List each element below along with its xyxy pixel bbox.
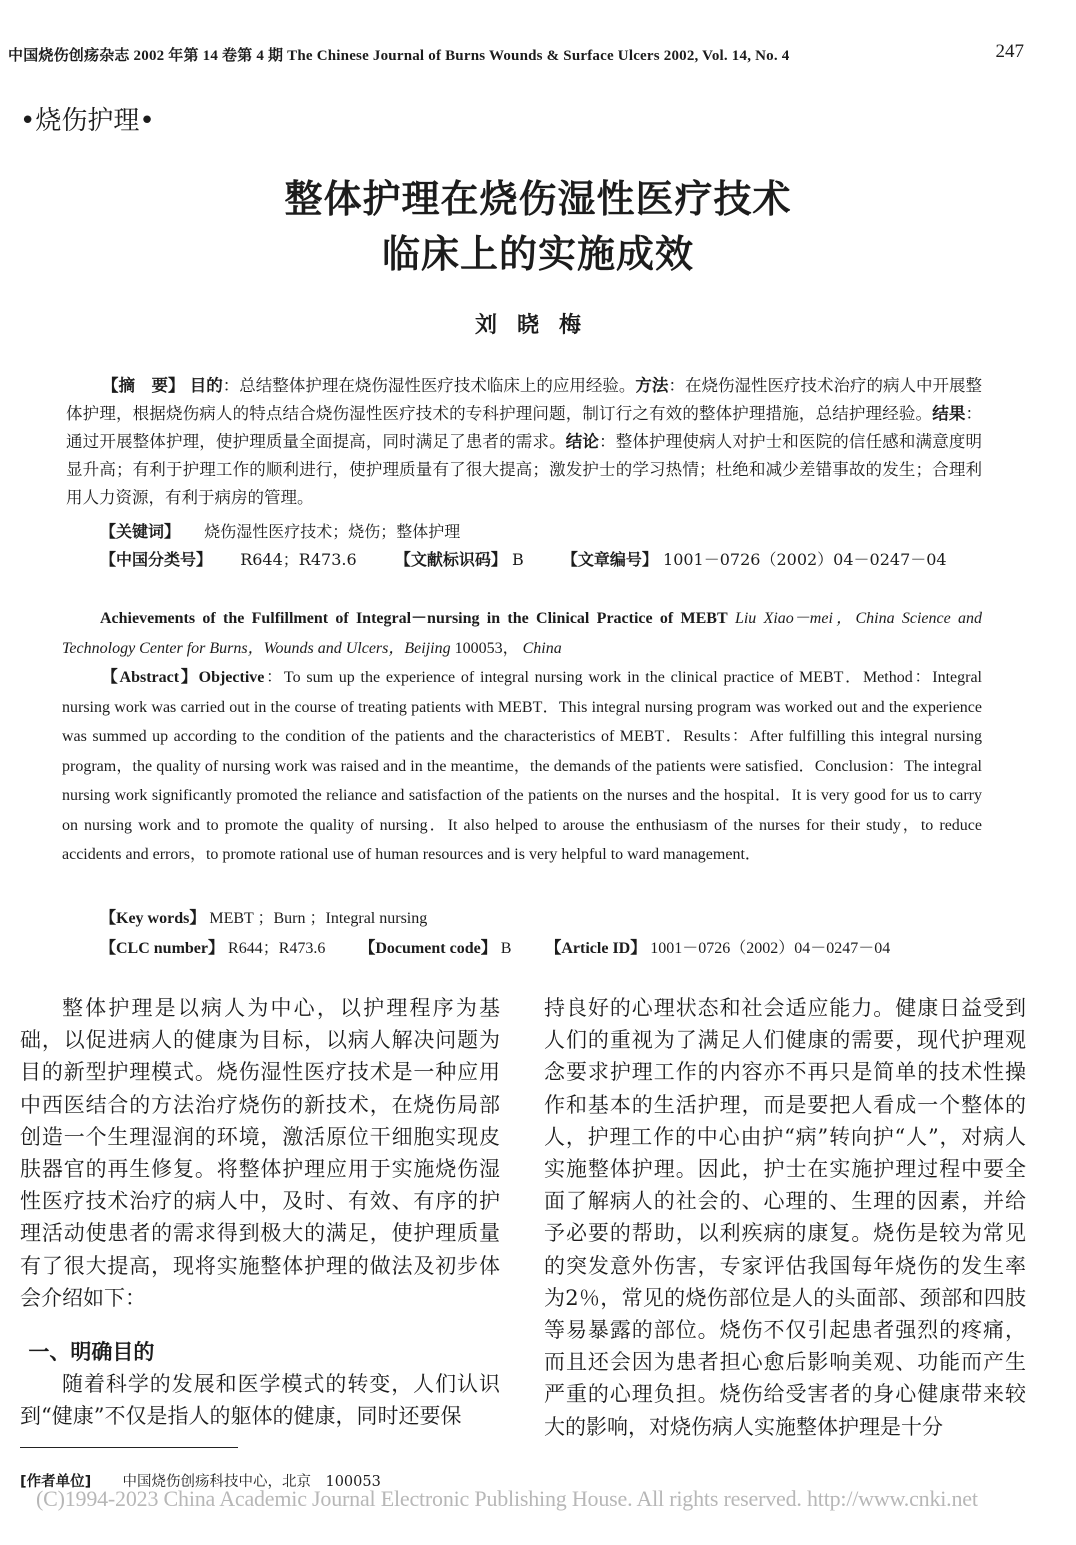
copyright-watermark: (C)1994-2023 China Academic Journal Electronic Publishing House. All rights reserved. http://www.cnki.net <box>36 1486 978 1511</box>
page-number: 247 <box>995 41 1024 62</box>
result-text: ：通过开展整体护理，使护理质量全面提高，同时满足了患者的需求。 <box>66 404 983 451</box>
english-title-block <box>62 604 982 663</box>
cn-classification-row <box>100 547 947 570</box>
section-tag: •烧伤护理• <box>20 106 155 136</box>
objective-text: ：总结整体护理在烧伤湿性医疗技术临床上的应用经验。 <box>222 376 636 395</box>
clc-label: 【中国分类号】 <box>100 550 213 569</box>
author-name: 刘晓梅 <box>474 312 601 338</box>
keywords-value: 烧伤湿性医疗技术；烧伤；整体护理 <box>204 522 461 541</box>
english-postcode: 100053， <box>454 639 519 657</box>
en-article-id-value: 1001－0726（2002）04－0247－04 <box>650 940 891 957</box>
english-title: Achievements of the Fulfillment of Integral－nursing in the Clinical Practice of MEBT <box>100 610 728 627</box>
conclusion-label: 结论 <box>565 432 600 451</box>
english-objective-label: Objective <box>198 669 265 686</box>
en-clc-label: 【CLC number】 <box>100 940 225 957</box>
keywords-label: 【关键词】 <box>100 522 181 541</box>
english-abstract-label: 【Abstract】 <box>100 669 199 686</box>
section-heading-1: 一、明确目的 <box>28 1340 155 1365</box>
body-left-column <box>20 992 500 1433</box>
method-label: 方法 <box>635 376 669 395</box>
method-text: ：在烧伤湿性医疗技术治疗的病人中开展整体护理，根据烧伤病人的特点结合烧伤湿性医疗技术的专科护理问题，制订行之有效的整体护理措施，总结护理经验。 <box>66 376 983 423</box>
english-abstract <box>62 663 982 870</box>
footnote-text: 中国烧伤创疡科技中心，北京 100053 <box>122 1474 381 1490</box>
chinese-abstract <box>66 372 982 512</box>
conclusion-text: ：整体护理使病人对护士和医院的信任感和满意度明显升高；有利于护理工作的顺利进行，使护理质量有了很大提高；激发护士的学习热情；杜绝和减少差错事故的发生；合理利用人力资源，有利于病房的管理。 <box>66 432 983 507</box>
doc-code-label: 【文献标识码】 <box>394 550 507 569</box>
article-id-label: 【文章编号】 <box>561 550 658 569</box>
result-label: 结果 <box>932 404 966 423</box>
english-author-affiliation: Liu Xiao－mei，China Science and Technology Center for Burns，Wounds and Ulcers，Beijing <box>62 610 983 657</box>
en-keywords-value: MEBT ；Burn ；Integral nursing <box>209 910 428 927</box>
doc-code-value: B <box>511 550 524 569</box>
article-id-value: 1001－0726（2002）04－0247－04 <box>663 550 947 569</box>
article-title-line-1: 整体护理在烧伤湿性医疗技术 <box>284 177 792 221</box>
running-head: 中国烧伤创疡杂志 2002 年第 14 卷第 4 期 The Chinese Journal of Burns Wounds & Surface Ulcers 2002, Vol. 14, No. 4 <box>8 48 790 64</box>
cn-keywords-row <box>100 519 460 542</box>
en-keywords-row <box>100 905 427 928</box>
en-doc-code-value: B <box>500 940 512 957</box>
section-1-paragraph: 随着科学的发展和医学模式的转变，人们认识到“健康”不仅是指人的躯体的健康，同时还要保 <box>20 1372 500 1429</box>
intro-paragraph: 整体护理是以病人为中心，以护理程序为基础，以促进病人的健康为目标，以病人解决问题为目的新型护理模式。烧伤湿性医疗技术是一种应用中西医结合的方法治疗烧伤的新技术，在烧伤局部创造一个生理湿润的环境，激活原位干细胞实现皮肤器官的再生修复。将整体护理应用于实施烧伤湿性医疗技术治疗的病人中，及时、有效、有序的护理活动使患者的需求得到极大的满足，使护理质量有了很大提高，现将实施整体护理的做法及初步体会介绍如下： <box>20 996 500 1310</box>
right-column-paragraph: 持良好的心理状态和社会适应能力。健康日益受到人们的重视为了满足人们健康的需要，现代护理观念要求护理工作的内容亦不再只是简单的技术性操作和基本的生活护理，而是要把人看成一个整体的人，护理工作的中心由护“病”转向护“人”，对病人实施整体护理。因此，护士在实施护理过程中要全面了解病人的社会的、心理的、生理的因素，并给予必要的帮助，以利疾病的康复。烧伤是较为常见的突发意外伤害，专家评估我国每年烧伤的发生率为2％，常见的烧伤部位是人的头面部、颈部和四肢等易暴露的部位。烧伤不仅引起患者强烈的疼痛，而且还会因为患者担心愈后影响美观、功能而产生严重的心理负担。烧伤给受害者的身心健康带来较大的影响，对烧伤病人实施整体护理是十分 <box>544 996 1026 1439</box>
en-article-id-label: 【Article ID】 <box>545 940 647 957</box>
abstract-label: 【摘 要】 <box>102 376 185 395</box>
en-classification-row <box>100 935 890 958</box>
footnote-divider <box>20 1447 238 1448</box>
english-country: China <box>522 639 562 657</box>
article-title-line-2: 临床上的实施成效 <box>381 232 694 276</box>
english-abstract-text: ：To sum up the experience of integral nursing work in the clinical practice of MEBT．Method：Integral nursing work was carried out in the course of treating patients with MEBT．This integral nursing program was worked out and the experience was summed up according to the condition of the patients and the characteristics of MEBT．Results：After fulfilling this integral nursing program，the quality of nursing work was raised and in the meantime，the demands of the patients were satisfied．Conclusion：The integral nursing work significantly promoted the reliance and satisfaction of the patients on the nurses and the hospital．It is very good for us to carry on nursing work and to promote the quality of nursing．It also helped to arouse the enthusiasm of the nurses for their study，to reduce accidents and errors，to promote rational use of human resources and is very helpful to ward management． <box>62 669 983 863</box>
body-right-column <box>544 992 1026 1443</box>
objective-label: 目的 <box>189 376 223 395</box>
en-clc-value: R644；R473.6 <box>228 940 326 957</box>
footnote-label: [作者单位] <box>20 1474 92 1490</box>
en-keywords-label: 【Key words】 <box>100 910 206 927</box>
en-doc-code-label: 【Document code】 <box>359 940 497 957</box>
clc-value: R644；R473.6 <box>240 550 357 569</box>
